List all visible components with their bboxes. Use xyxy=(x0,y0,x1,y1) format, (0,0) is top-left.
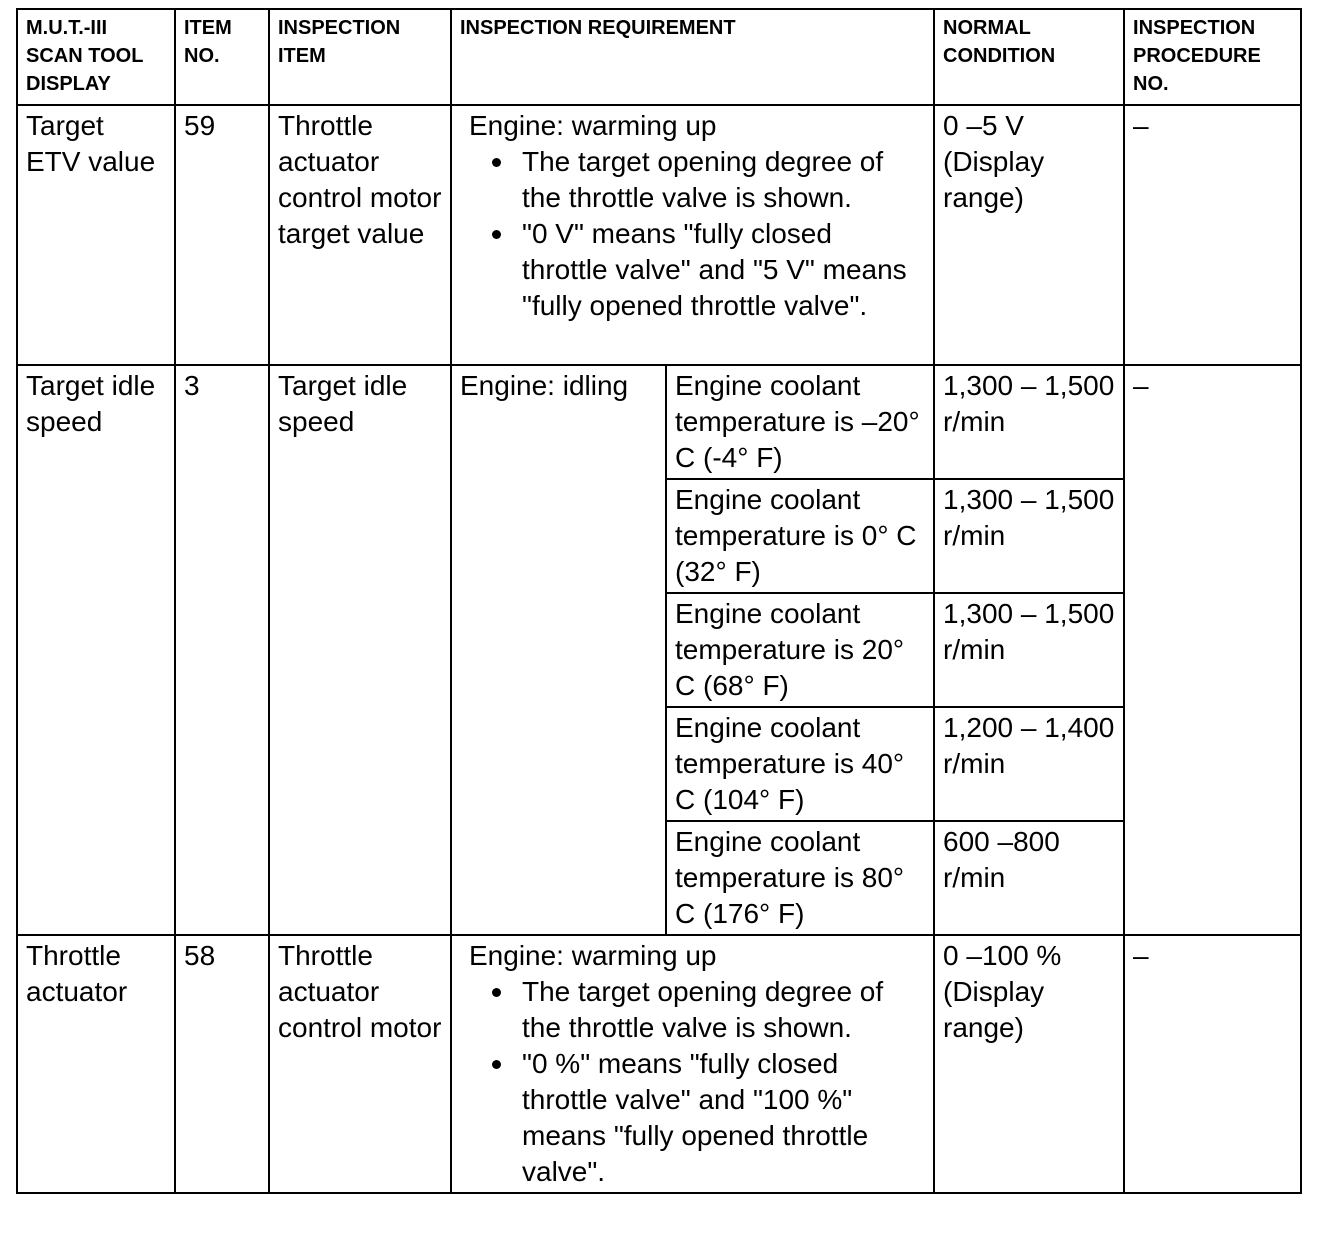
normal-condition-cell: 1,300 – 1,500 r/min xyxy=(934,365,1124,479)
procedure-cell: – xyxy=(1124,365,1301,935)
header-inspection-item: INSPECTION ITEM xyxy=(269,9,451,105)
procedure-cell: – xyxy=(1124,935,1301,1193)
condition-cell: Engine coolant temperature is 0° C (32° F) xyxy=(666,479,934,593)
requirement-cell: Engine: idling xyxy=(451,365,666,935)
requirement-lead: Engine: warming up xyxy=(469,940,717,971)
display-cell: Target idle speed xyxy=(17,365,175,935)
inspection-item-cell: Target idle speed xyxy=(269,365,451,935)
inspection-item-cell: Throttle actuator control motor target value xyxy=(269,105,451,365)
requirement-bullets xyxy=(460,144,925,324)
bullet-item: The target opening degree of the throttle valve is shown. xyxy=(522,974,925,1046)
bullet-item: The target opening degree of the throttle valve is shown. xyxy=(522,144,925,216)
header-row xyxy=(17,9,1301,105)
normal-condition-cell: 1,200 – 1,400 r/min xyxy=(934,707,1124,821)
requirement-lead: Engine: warming up xyxy=(469,110,717,141)
inspection-table xyxy=(16,8,1302,1194)
condition-cell: Engine coolant temperature is –20° C (-4° F) xyxy=(666,365,934,479)
inspection-item-cell: Throttle actuator control motor xyxy=(269,935,451,1193)
bullet-item: "0 %" means "fully closed throttle valve" and "100 %" means "fully opened throttle valve". xyxy=(522,1046,925,1190)
table-row xyxy=(17,105,1301,365)
normal-condition-cell: 0 –100 % (Display range) xyxy=(934,935,1124,1193)
condition-cell: Engine coolant temperature is 20° C (68° F) xyxy=(666,593,934,707)
condition-cell: Engine coolant temperature is 80° C (176° F) xyxy=(666,821,934,935)
header-display: M.U.T.-III SCAN TOOL DISPLAY xyxy=(17,9,175,105)
table-row xyxy=(17,935,1301,1193)
header-requirement: INSPECTION REQUIREMENT xyxy=(451,9,934,105)
normal-condition-cell: 600 –800 r/min xyxy=(934,821,1124,935)
item-no-cell: 58 xyxy=(175,935,269,1193)
requirement-bullets xyxy=(460,974,925,1190)
condition-cell: Engine coolant temperature is 40° C (104° F) xyxy=(666,707,934,821)
normal-condition-cell: 1,300 – 1,500 r/min xyxy=(934,479,1124,593)
item-no-cell: 59 xyxy=(175,105,269,365)
table-row xyxy=(17,365,1301,479)
display-cell: Throttle actuator xyxy=(17,935,175,1193)
header-procedure-no: INSPECTION PROCEDURE NO. xyxy=(1124,9,1301,105)
procedure-cell: – xyxy=(1124,105,1301,365)
bullet-item: "0 V" means "fully closed throttle valve" and "5 V" means "fully opened throttle valve". xyxy=(522,216,925,324)
display-cell: Target ETV value xyxy=(17,105,175,365)
requirement-cell xyxy=(451,935,934,1193)
normal-condition-cell: 1,300 – 1,500 r/min xyxy=(934,593,1124,707)
requirement-cell xyxy=(451,105,934,365)
normal-condition-cell: 0 –5 V (Display range) xyxy=(934,105,1124,365)
header-normal-condition: NORMAL CONDITION xyxy=(934,9,1124,105)
header-item-no: ITEM NO. xyxy=(175,9,269,105)
item-no-cell: 3 xyxy=(175,365,269,935)
